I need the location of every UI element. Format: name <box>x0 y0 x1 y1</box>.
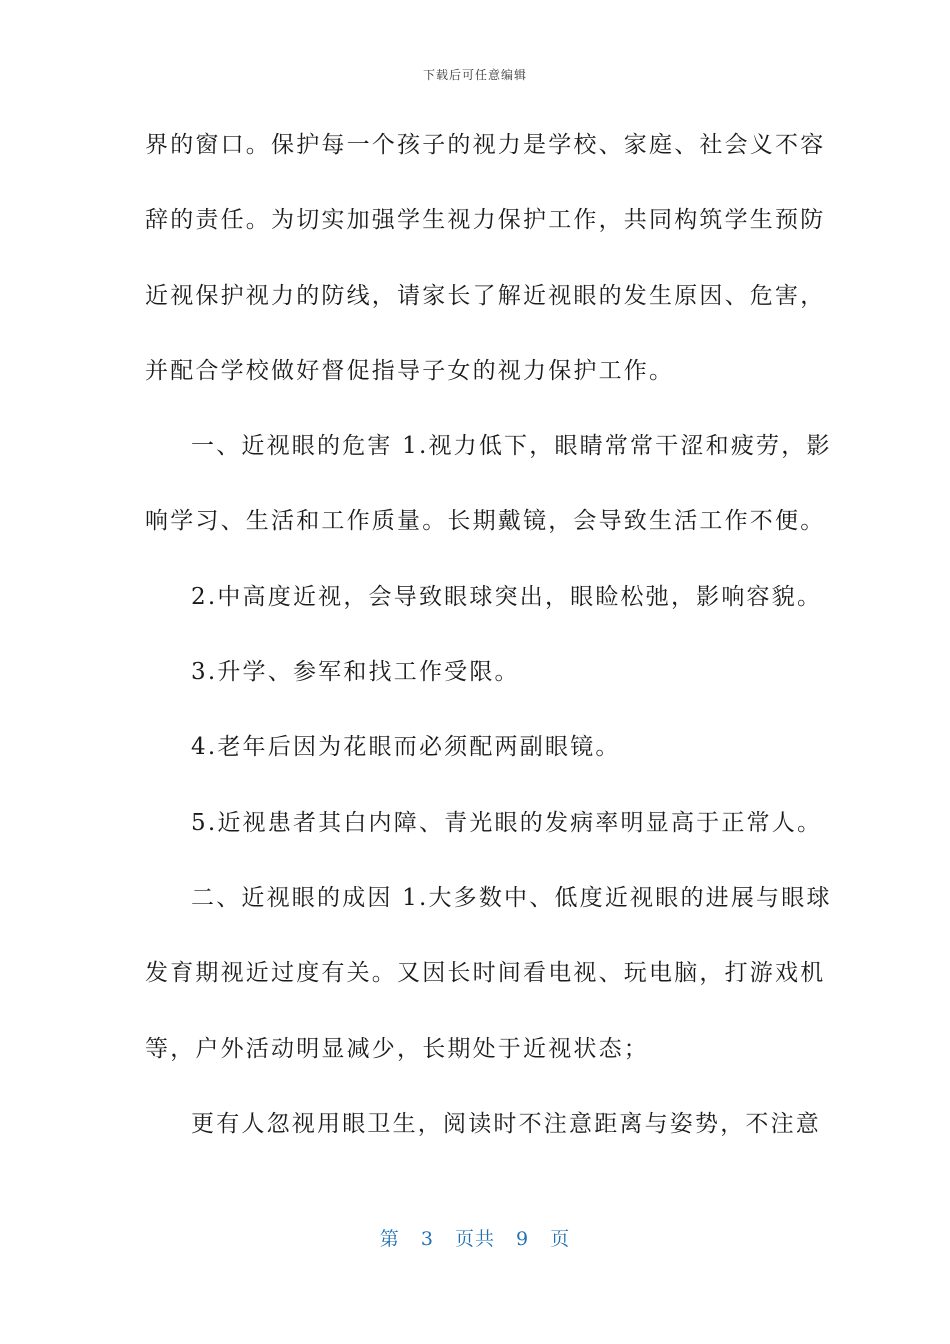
paragraph-line: 并配合学校做好督促指导子女的视力保护工作。 <box>145 357 675 384</box>
page-number-footer <box>0 1224 950 1251</box>
paragraph-line: 发育期视近过度有关。又因长时间看电视、玩电脑，打游戏机 <box>145 960 826 987</box>
list-item: 3.升学、参军和找工作受限。 <box>191 659 520 686</box>
page-header-note: 下载后可任意编辑 <box>422 68 527 82</box>
list-item: 2.中高度近视，会导致眼球突出，眼睑松弛，影响容貌。 <box>191 583 823 610</box>
paragraph-line: 更有人忽视用眼卫生，阅读时不注意距离与姿势，不注意 <box>191 1110 821 1137</box>
paragraph-line: 近视保护视力的防线，请家长了解近视眼的发生原因、危害， <box>145 282 826 309</box>
list-item: 4.老年后因为花眼而必须配两副眼镜。 <box>191 734 621 761</box>
paragraph-line: 响学习、生活和工作质量。长期戴镜，会导致生活工作不便。 <box>145 508 826 535</box>
page-mid: 页共 <box>454 1228 495 1250</box>
section-heading-line: 一、近视眼的危害 1.视力低下，眼睛常常干涩和疲劳，影 <box>191 433 832 460</box>
paragraph-line: 等，户外活动明显减少，长期处于近视状态； <box>145 1035 649 1062</box>
paragraph-line: 界的窗口。保护每一个孩子的视力是学校、家庭、社会义不容 <box>145 132 826 158</box>
current-page-number: 3 <box>420 1228 434 1250</box>
paragraph-line: 辞的责任。为切实加强学生视力保护工作，共同构筑学生预防 <box>145 207 826 234</box>
list-item: 5.近视患者其白内障、青光眼的发病率明显高于正常人。 <box>191 809 823 836</box>
page-prefix: 第 <box>379 1228 400 1250</box>
section-heading-line: 二、近视眼的成因 1.大多数中、低度近视眼的进展与眼球 <box>191 884 832 911</box>
page-suffix: 页 <box>550 1228 571 1250</box>
total-pages-number: 9 <box>516 1228 530 1250</box>
document-body <box>145 120 832 1174</box>
